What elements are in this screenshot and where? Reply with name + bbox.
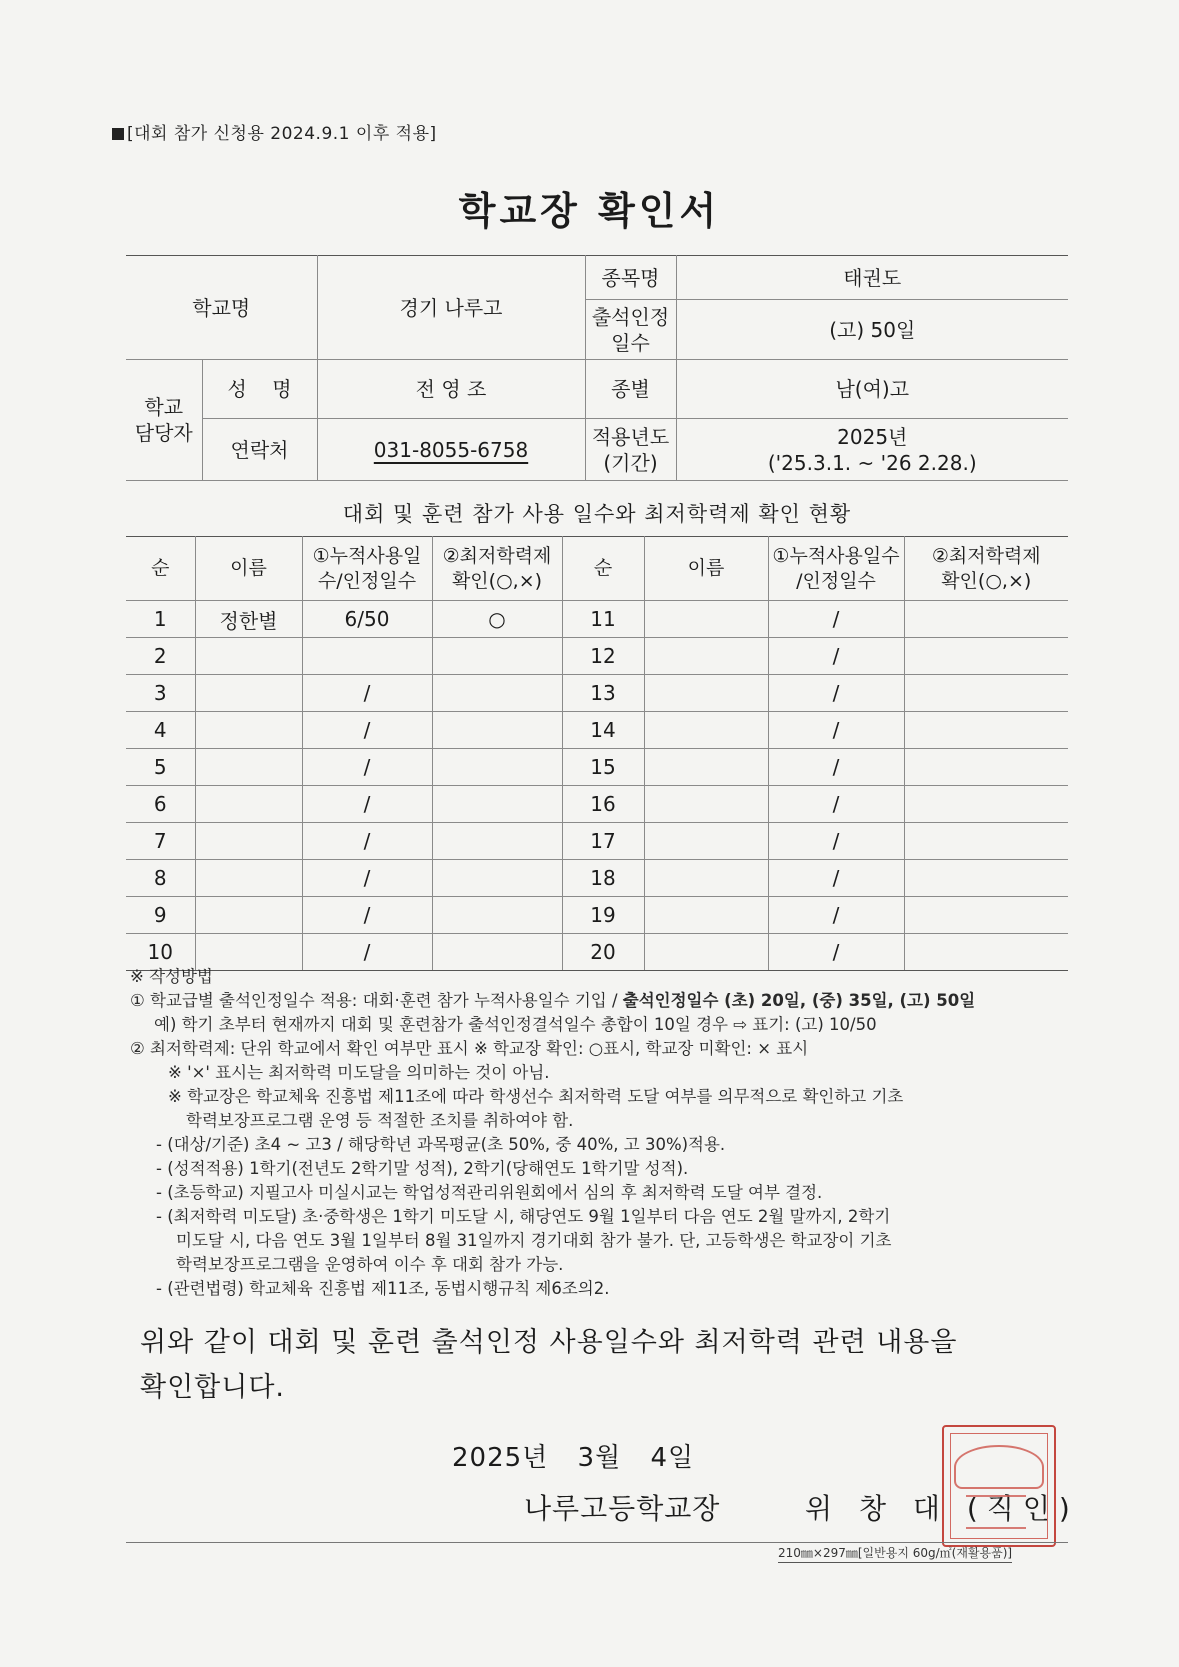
table-row: [126, 675, 1068, 712]
col-days-left: [302, 537, 432, 601]
confirmation-line2: 확인합니다.: [140, 1372, 285, 1403]
row-check: [432, 823, 562, 860]
row-no: 6: [126, 786, 195, 823]
row-check: [904, 675, 1068, 712]
row-days: 6/50: [302, 601, 432, 638]
row-no: 4: [126, 712, 195, 749]
manager-name-label: 성 명: [202, 360, 317, 419]
school-info-table: [126, 255, 1068, 481]
detail-elementary: - (초등학교) 지필고사 미실시교는 학업성적관리위원회에서 심의 후 최저학력 도달 여부 결정.: [156, 1183, 823, 1202]
row-check: [904, 786, 1068, 823]
row-days: /: [302, 860, 432, 897]
manager-label-line2: 담당자: [134, 421, 193, 445]
row-no: 9: [126, 897, 195, 934]
table-row: [126, 638, 1068, 675]
row-check: [904, 897, 1068, 934]
row-name: [644, 601, 768, 638]
col-days-right-line2: /인정일수: [796, 569, 876, 592]
row-check: [904, 860, 1068, 897]
row-name: [195, 749, 302, 786]
seal-glyph-top: [954, 1445, 1044, 1489]
row-no: 7: [126, 823, 195, 860]
col-no-right: 순: [562, 537, 644, 601]
row-no: 5: [126, 749, 195, 786]
col-check-right-line2: 확인(○,×): [941, 569, 1032, 592]
table-row: [126, 860, 1068, 897]
row-no: 19: [562, 897, 644, 934]
row-days: /: [302, 786, 432, 823]
manager-label-line1: 학교: [144, 395, 184, 419]
row-days: /: [302, 712, 432, 749]
issue-date: 2025년 3월 4일: [452, 1443, 695, 1473]
row-no: 16: [562, 786, 644, 823]
col-days-left-line2: 수/인정일수: [317, 569, 417, 592]
signer-name: 위 창 대 (직인): [805, 1492, 1079, 1525]
row-days: /: [768, 897, 904, 934]
row-check: [432, 638, 562, 675]
form-version-tag: [112, 119, 437, 144]
confirmation-line1: 위와 같이 대회 및 훈련 출석인정 사용일수와 최저학력 관련 내용을: [140, 1327, 958, 1358]
attendance-days-value: (고) 50일: [676, 300, 1068, 360]
table-row: [126, 601, 1068, 638]
row-name: 정한별: [195, 601, 302, 638]
row-check: [904, 638, 1068, 675]
contact-phone: 031-8055-6758: [373, 437, 529, 462]
note-2-remark: ※ '×' 표시는 최저학력 미도달을 의미하는 것이 아님.: [168, 1063, 550, 1082]
sport-label: 종목명: [585, 256, 676, 300]
row-days: /: [768, 786, 904, 823]
detail-below-min-cont2: 학력보장프로그램을 운영하여 이수 후 대회 참가 가능.: [176, 1255, 564, 1274]
status-table-header: [126, 537, 1068, 601]
detail-below-min-cont1: 미도달 시, 다음 연도 3월 1일부터 8월 31일까지 경기대회 참가 불가. 단, 고등학생은 학교장이 기초: [176, 1231, 892, 1250]
row-no: 2: [126, 638, 195, 675]
school-name-label: 학교명: [126, 256, 317, 360]
row-no: 17: [562, 823, 644, 860]
row-check: [904, 712, 1068, 749]
gender-label: 종별: [585, 360, 676, 419]
row-days: /: [302, 823, 432, 860]
row-no: 8: [126, 860, 195, 897]
instructions-heading: ※ 작성방법: [130, 967, 213, 986]
year-label-line2: (기간): [603, 450, 658, 475]
row-days: /: [302, 934, 432, 971]
row-days: /: [768, 860, 904, 897]
page-title: 학교장 확인서: [458, 189, 721, 233]
row-check: [904, 823, 1068, 860]
signer-title: 나루고등학교장: [524, 1492, 721, 1525]
gender-value: 남(여)고: [676, 360, 1068, 419]
row-days: /: [302, 897, 432, 934]
detail-below-min: - (최저학력 미도달) 초·중학생은 1학기 미도달 시, 해당연도 9월 1일부터 다음 연도 2월 말까지, 2학기: [156, 1207, 891, 1226]
row-check: [904, 749, 1068, 786]
note-1-text: ① 학교급별 출석인정일수 적용: 대회·훈련 참가 누적사용일수 기입 /: [130, 991, 623, 1010]
table-row: [126, 823, 1068, 860]
row-name: [195, 712, 302, 749]
note-2: ② 최저학력제: 단위 학교에서 확인 여부만 표시 ※ 학교장 확인: ○표시, 학교장 미확인: × 표시: [130, 1039, 809, 1058]
square-bullet-icon: [112, 128, 124, 140]
row-name: [644, 860, 768, 897]
row-check: [432, 712, 562, 749]
row-no: 1: [126, 601, 195, 638]
year-value-line1: 2025년: [837, 424, 908, 449]
note-2-principal-cont: 학력보장프로그램 운영 등 적절한 조치를 취하여야 함.: [186, 1111, 574, 1130]
row-no: 14: [562, 712, 644, 749]
row-name: [644, 823, 768, 860]
col-check-left: [432, 537, 562, 601]
attendance-days-label-line2: 일수: [611, 330, 650, 355]
row-check: ○: [432, 601, 562, 638]
row-name: [195, 823, 302, 860]
row-no: 3: [126, 675, 195, 712]
row-days: /: [768, 601, 904, 638]
note-1: [130, 989, 1070, 1013]
row-no: 11: [562, 601, 644, 638]
col-days-right: [768, 537, 904, 601]
table-row: [126, 897, 1068, 934]
paper-spec: 210㎜×297㎜[일반용지 60g/㎡(재활용품)]: [778, 1544, 1012, 1563]
row-name: [644, 638, 768, 675]
row-days: /: [768, 675, 904, 712]
table-row: [126, 712, 1068, 749]
row-name: [644, 897, 768, 934]
status-table: [126, 536, 1068, 971]
table-row: [126, 749, 1068, 786]
row-name: [644, 675, 768, 712]
row-name: [644, 749, 768, 786]
col-check-left-line2: 확인(○,×): [451, 569, 543, 592]
row-days: /: [768, 823, 904, 860]
row-no: 18: [562, 860, 644, 897]
col-name-right: 이름: [644, 537, 768, 601]
col-days-right-line1: ①누적사용일수: [772, 544, 900, 567]
footer-divider: [126, 1542, 1068, 1543]
row-name: [195, 675, 302, 712]
form-version-text: [대회 참가 신청용 2024.9.1 이후 적용]: [127, 124, 437, 144]
contact-value: [317, 419, 585, 481]
col-check-left-line1: ②최저학력제: [442, 544, 552, 567]
row-check: [432, 786, 562, 823]
col-days-left-line1: ①누적사용일: [312, 544, 422, 567]
attendance-days-label: [585, 300, 676, 360]
row-check: [432, 860, 562, 897]
row-check: [432, 749, 562, 786]
note-1-bold: 출석인정일수 (초) 20일, (중) 35일, (고) 50일: [622, 991, 976, 1010]
confirmation-statement: [140, 1320, 1060, 1410]
year-label-line1: 적용년도: [591, 424, 670, 449]
row-name: [195, 897, 302, 934]
detail-laws: - (관련법령) 학교체육 진흥법 제11조, 동법시행규칙 제6조의2.: [156, 1279, 610, 1298]
status-section-title: 대회 및 훈련 참가 사용 일수와 최저학력제 확인 현황: [342, 502, 852, 526]
manager-label: [126, 360, 202, 481]
row-no: 20: [562, 934, 644, 971]
seal-glyph-bottom: [966, 1495, 1026, 1529]
detail-target: - (대상/기준) 초4 ~ 고3 / 해당학년 과목평균(초 50%, 중 40%, 고 30%)적용.: [156, 1135, 726, 1154]
row-name: [195, 860, 302, 897]
row-days: /: [302, 749, 432, 786]
row-no: 12: [562, 638, 644, 675]
row-days: /: [768, 749, 904, 786]
row-name: [644, 712, 768, 749]
col-name-left: 이름: [195, 537, 302, 601]
row-name: [195, 638, 302, 675]
row-days: /: [768, 712, 904, 749]
year-value: [676, 419, 1068, 481]
row-check: [904, 601, 1068, 638]
col-no-left: 순: [126, 537, 195, 601]
row-days: /: [768, 934, 904, 971]
official-seal-stamp: [942, 1425, 1056, 1547]
row-check: [432, 897, 562, 934]
note-2-principal: ※ 학교장은 학교체육 진흥법 제11조에 따라 학생선수 최저학력 도달 여부를 의무적으로 확인하고 기초: [168, 1087, 904, 1106]
col-check-right-line1: ②최저학력제: [931, 544, 1041, 567]
school-name-value: 경기 나루고: [317, 256, 585, 360]
table-row: [126, 786, 1068, 823]
year-label: [585, 419, 676, 481]
row-days: /: [768, 638, 904, 675]
row-no: 13: [562, 675, 644, 712]
row-days: /: [302, 675, 432, 712]
row-no: 10: [126, 934, 195, 971]
year-value-line2: ('25.3.1. ~ '26 2.28.): [767, 450, 977, 475]
row-name: [644, 786, 768, 823]
col-check-right: [904, 537, 1068, 601]
row-days: [302, 638, 432, 675]
row-no: 15: [562, 749, 644, 786]
manager-name-value: 전 영 조: [317, 360, 585, 419]
instructions: [130, 965, 1070, 1301]
detail-grades: - (성적적용) 1학기(전년도 2학기말 성적), 2학기(당해연도 1학기말 성적).: [156, 1159, 689, 1178]
row-name: [195, 786, 302, 823]
row-check: [432, 675, 562, 712]
attendance-days-label-line1: 출석인정: [591, 304, 670, 329]
contact-label: 연락처: [202, 419, 317, 481]
sport-value: 태권도: [676, 256, 1068, 300]
note-1-example: 예) 학기 초부터 현재까지 대회 및 훈련참가 출석인정결석일수 총합이 10일 경우 ⇨ 표기: (고) 10/50: [154, 1015, 877, 1034]
